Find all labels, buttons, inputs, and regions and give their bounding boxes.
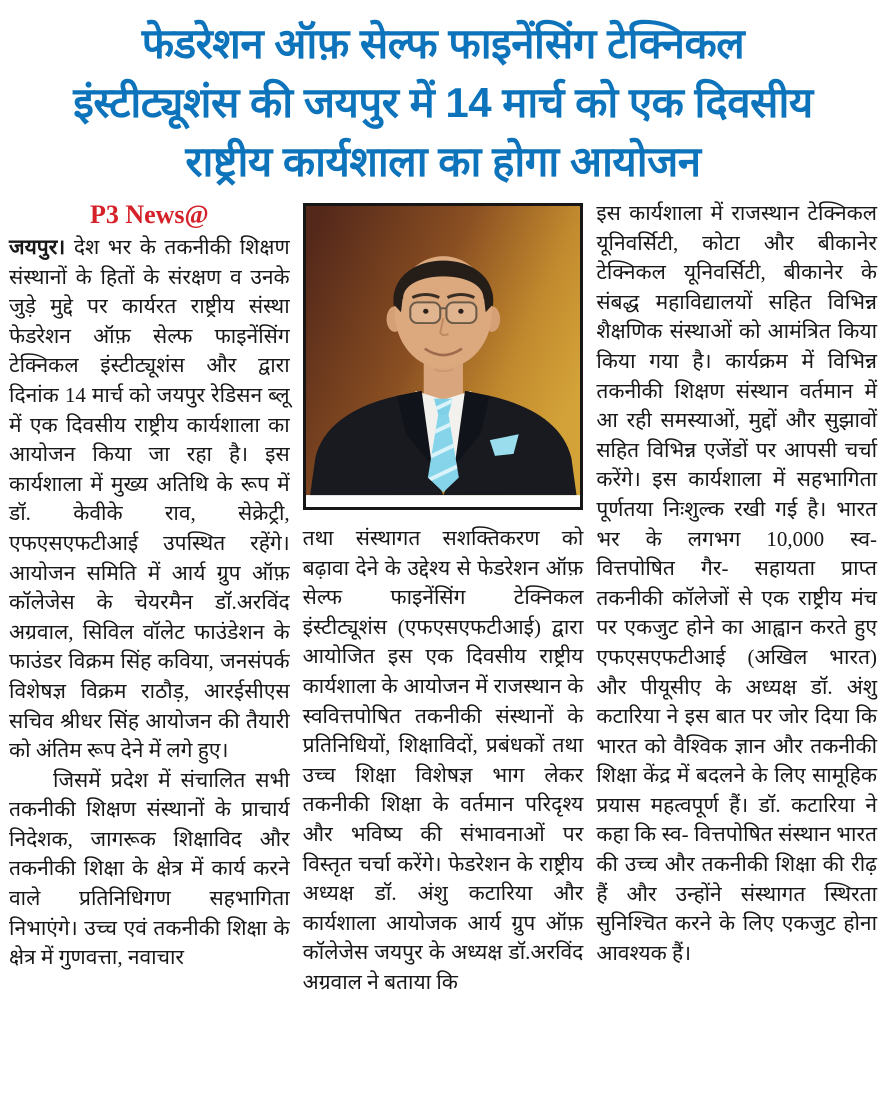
right-paragraph: इस कार्यशाला में राजस्थान टेक्निकल यूनिवर्सिटी, कोटा और बीकानेर टेक्निकल यूनिवर्सिटी, बीकानेर के संबद्ध महाविद्यालयों सहित विभिन्न शैक्षणिक संस्थाओं को आमंत्रित किया किया गया है। कार्यक्रम में विभिन्न तकनीकी शिक्षण संस्थान वर्तमान में आ रही समस्याओं, मुद्दों और सुझावों सहित विभिन्न एजेंडों पर आपसी चर्चा करेंगे। इस कार्यशाला में सहभागिता पूर्णतया निःशुल्क रखी गई है। भारत भर के लगभग 10,000 स्व- वित्तपोषित गैर- सहायता प्राप्त तकनीकी कॉलेजों से एक राष्ट्रीय मंच पर एकजुट होने का आह्वान करते हुए एफएसएफटीआई (अखिल भारत) और पीयूसीए के अध्यक्ष डॉ. अंशु कटारिया ने इस बात पर जोर दिया कि भारत को वैश्विक ज्ञान और तकनीकी शिक्षा केंद्र में बदलने के लिए सामूहिक प्रयास महत्वपूर्ण हैं। डॉ. कटारिया ने कहा कि स्व- वित्तपोषित संस्थान भारत की उच्च और तकनीकी शिक्षा की रीढ़ हैं और उन्होंने संस्थागत स्थिरता सुनिश्चित करने के लिए एकजुट होना आवश्यक हैं। <box>596 201 878 965</box>
dateline: जयपुर। <box>9 235 66 259</box>
column-right <box>596 199 877 968</box>
left-paragraph-1 <box>9 233 290 766</box>
headline-line-1: फेडरेशन ऑफ़ सेल्फ फाइनेंसिंग टेक्निकल <box>141 20 745 67</box>
headline-line-2: इंस्टीट्यूशंस की जयपुर में 14 मार्च को एक दिवसीय <box>73 79 813 126</box>
left-paragraph-1-text: देश भर के तकनीकी शिक्षण संस्थानों के हितों के संरक्षण व उनके जुड़े मुद्दे पर कार्यरत राष्ट्रीय संस्था फेडरेशन ऑफ़ सेल्फ फाइनेंसिंग टेक्निकल इंस्टीट्यूशंस और द्वारा दिनांक 14 मार्च को जयपुर रेडिसन ब्लू में एक दिवसीय राष्ट्रीय कार्यशाला का आयोजन किया जा रहा है। इस कार्यशाला में मुख्य अतिथि के रूप में डॉ. केवीके राव, सेक्रेट्री, एफएसएफटीआई उपस्थित रहेंगे।आयोजन समिति में आर्य ग्रुप ऑफ़ कॉलेजेस के चेयरमैन डॉ.अरविंद अग्रवाल, सिविल वॉलेट फाउंडेशन के फाउंडर विक्रम सिंह कविया, जनसंपर्क विशेषज्ञ विक्रम राठौड़, आरईसीएस सचिव श्रीधर सिंह आयोजन की तैयारी को अंतिम रूप देने में लगे हुए। <box>9 235 290 763</box>
man-portrait-illustration <box>306 206 581 507</box>
eye-left <box>423 309 428 314</box>
eye-right <box>458 309 463 314</box>
headline <box>8 14 878 191</box>
left-paragraph-2: जिसमें प्रदेश में संचालित सभी तकनीकी शिक्षण संस्थानों के प्राचार्य निदेशक, जागरूक शिक्षाविद और तकनीकी शिक्षा के क्षेत्र में कार्य करने वाले प्रतिनिधिगण सहभागिता निभाएंगे। उच्च एवं तकनीकी शिक्षा के क्षेत्र में गुणवत्ता, नवाचार <box>9 767 290 970</box>
headline-line-3: राष्ट्रीय कार्यशाला का होगा आयोजन <box>185 138 701 185</box>
photo-caption-strip <box>306 495 581 507</box>
portrait-photo <box>303 203 584 510</box>
column-left <box>9 199 290 973</box>
middle-paragraph: तथा संस्थागत सशक्तिकरण को बढ़ावा देने के उद्देश्य से फेडरेशन ऑफ़ सेल्फ फाइनेंसिंग टेक्निकल इंस्टीट्यूशंस (एफएसएफटीआई) द्वारा आयोजित इस एक दिवसीय राष्ट्रीय कार्यशाला के आयोजन में राजस्थान के स्ववित्तपोषित तकनीकी संस्थानों के प्रतिनिधियों, शिक्षाविदों, प्रबंधकों तथा उच्च शिक्षा विशेषज्ञ भाग लेकर तकनीकी शिक्षा के वर्तमान परिदृश्य और भविष्य की संभावनाओं पर विस्तृत चर्चा करेंगे। फेडरेशन के राष्ट्रीय अध्यक्ष डॉ. अंशु कटारिया और कार्यशाला आयोजक आर्य ग्रुप ऑफ़ कॉलेजेस जयपुर के अध्यक्ष डॉ.अरविंद अग्रवाल ने बताया कि <box>302 526 584 994</box>
column-middle <box>303 199 584 998</box>
byline: P3 News@ <box>89 200 209 229</box>
article-body <box>0 199 886 998</box>
